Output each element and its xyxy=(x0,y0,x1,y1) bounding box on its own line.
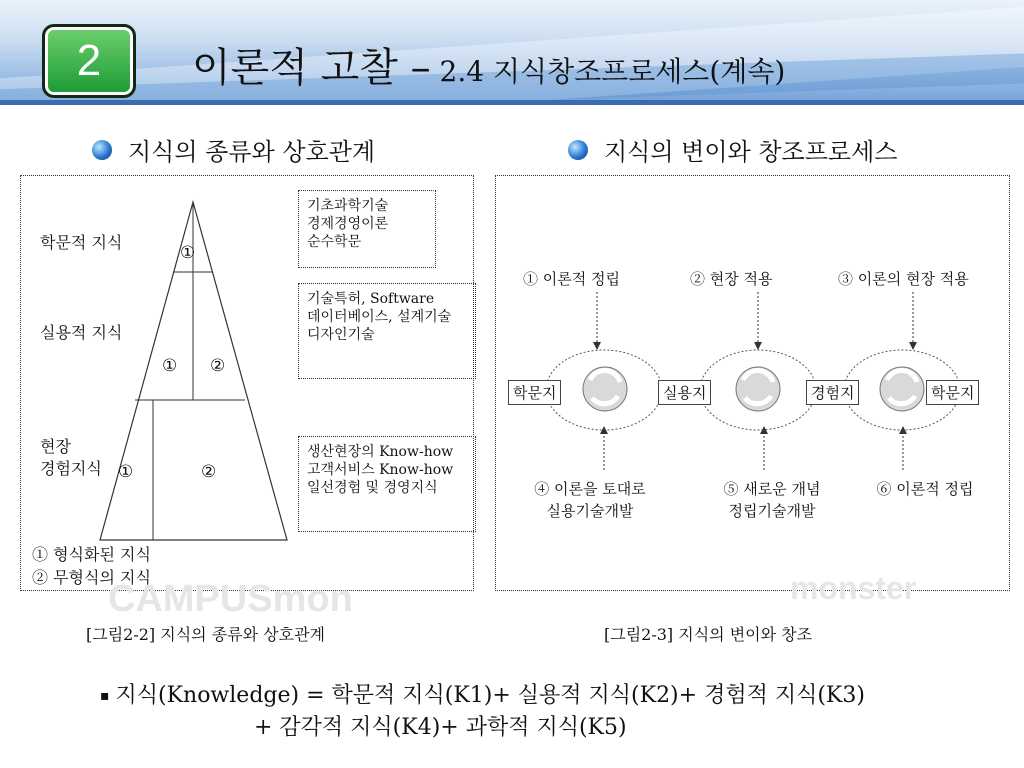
level-academic: 학문적 지식 xyxy=(40,233,123,252)
left-section-title-text: 지식의 종류와 상호관계 xyxy=(128,138,376,166)
marker-mid-informal: ② xyxy=(210,356,226,376)
label-line: ④ 이론을 토대로 xyxy=(534,480,646,498)
node-academic-end: 학문지 xyxy=(926,380,979,405)
knowledge-formula-line2: + 감각적 지식(K4)+ 과학적 지식(K5) xyxy=(254,715,627,740)
box-line: 순수학문 xyxy=(307,234,362,250)
label-line: ⑤ 새로운 개념 xyxy=(723,480,821,498)
label-line: 실용기술개발 xyxy=(546,502,634,520)
title-main: 이론적 고찰 – xyxy=(192,45,431,91)
process-label-5 xyxy=(692,478,852,522)
title-sub: 2.4 지식창조프로세스(계속) xyxy=(430,55,786,88)
label-line: 정립기술개발 xyxy=(728,502,816,520)
box-line: 데이터베이스, 설계기술 xyxy=(307,309,452,325)
figure-caption-right: [그림2-3] 지식의 변이와 창조 xyxy=(604,625,813,644)
right-section-title-text: 지식의 변이와 창조프로세스 xyxy=(604,138,898,166)
process-label-1: ① 이론적 정립 xyxy=(523,270,620,288)
node-practical: 실용지 xyxy=(658,380,711,405)
box-line: 고객서비스 Know-how xyxy=(307,462,454,478)
monster-watermark: monster xyxy=(790,570,917,606)
marker-bot-informal: ② xyxy=(201,462,217,482)
marker-top: ① xyxy=(180,243,196,263)
box-line: 기초과학기술 xyxy=(307,198,389,214)
box-line: 디자인기술 xyxy=(307,327,375,343)
formula-text: 지식(Knowledge) = 학문적 지식(K1)+ 실용적 지식(K2)+ 경험적 지식(K3) xyxy=(115,683,865,708)
cycle-2 xyxy=(700,350,816,430)
bullet-icon: ▪ xyxy=(100,688,110,704)
process-label-4 xyxy=(510,478,670,522)
cycle-1 xyxy=(546,350,662,430)
box-line: 기술특허, Software xyxy=(307,291,435,307)
node-experience: 경험지 xyxy=(806,380,859,405)
marker-mid-formal: ① xyxy=(162,356,178,376)
level-experience: 경험지식 xyxy=(40,459,102,478)
knowledge-formula-line1 xyxy=(100,678,865,709)
process-label-6 xyxy=(850,478,1000,500)
figure-caption-left: [그림2-2] 지식의 종류와 상호관계 xyxy=(86,625,325,644)
box-line: 생산현장의 Know-how xyxy=(307,444,454,460)
label-line: ⑥ 이론적 정립 xyxy=(876,480,974,498)
node-academic: 학문지 xyxy=(508,380,561,405)
level-field: 현장 xyxy=(40,437,71,456)
process-label-2: ② 현장 적용 xyxy=(690,270,773,288)
legend-informal: ② 무형식의 지식 xyxy=(32,568,151,587)
campusmon-watermark: CAMPUSmon xyxy=(108,578,353,620)
box-line: 일선경험 및 경영지식 xyxy=(307,480,438,496)
process-label-3: ③ 이론의 현장 적용 xyxy=(838,270,969,288)
level-practical: 실용적 지식 xyxy=(40,323,123,342)
marker-bot-formal: ① xyxy=(118,462,134,482)
section-number-badge: 2 xyxy=(42,24,136,98)
box-line: 경제경영이론 xyxy=(307,216,389,232)
legend-formal: ① 형식화된 지식 xyxy=(32,545,151,564)
